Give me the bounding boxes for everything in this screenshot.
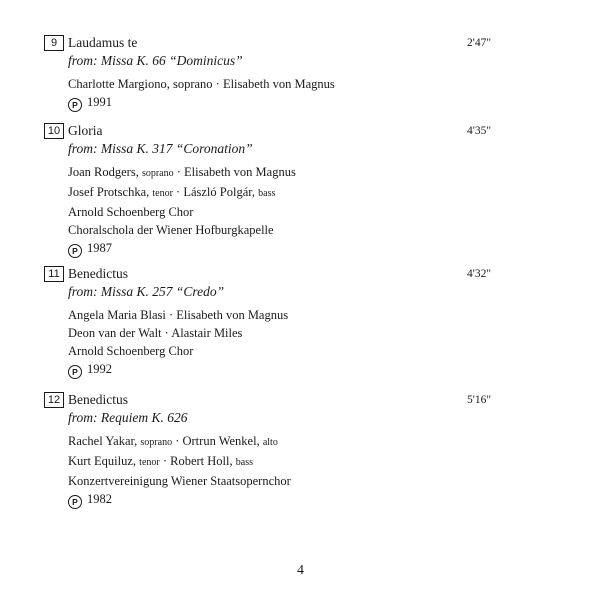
recording-year: 1987	[87, 241, 112, 255]
performer-line	[68, 472, 291, 490]
performer-text: Deon van der Walt · Alastair Miles	[68, 326, 243, 340]
voice-type-label: soprano	[140, 437, 173, 448]
performer-line	[68, 203, 296, 221]
performer-line	[68, 75, 335, 93]
performer-list	[68, 163, 296, 258]
phonogram-copyright-line	[68, 360, 288, 379]
track-source-work: from: Requiem K. 626	[68, 410, 188, 425]
phonogram-copyright-line	[68, 490, 291, 509]
performer-line	[68, 183, 296, 203]
track-title: Gloria	[68, 123, 103, 138]
phonogram-copyright-line	[68, 93, 335, 112]
recording-year: 1991	[87, 95, 112, 109]
recording-year: 1992	[87, 362, 112, 376]
track-title: Benedictus	[68, 392, 128, 407]
track-duration: 2'47"	[467, 37, 492, 49]
track-duration: 4'35"	[467, 125, 492, 137]
voice-type-label: bass	[235, 457, 253, 468]
phonogram-copyright-icon: P	[68, 98, 82, 112]
performer-text: Arnold Schoenberg Chor	[68, 205, 194, 219]
performer-list	[68, 75, 335, 112]
track-number: 11	[44, 266, 64, 282]
phonogram-copyright-line	[68, 239, 296, 258]
performer-text: Choralschola der Wiener Hofburgkapelle	[68, 223, 274, 237]
voice-type-label: bass	[258, 188, 276, 199]
performer-text: · Ortrun Wenkel,	[172, 434, 263, 448]
performer-line	[68, 306, 288, 324]
performer-line	[68, 221, 296, 239]
phonogram-copyright-icon: P	[68, 244, 82, 258]
performer-line	[68, 452, 291, 472]
voice-type-label: alto	[262, 437, 278, 448]
phonogram-copyright-icon: P	[68, 365, 82, 379]
track-title: Laudamus te	[68, 35, 138, 50]
performer-text: Arnold Schoenberg Chor	[68, 344, 194, 358]
performer-text: Josef Protschka,	[68, 185, 153, 199]
track-source-work: from: Missa K. 257 “Credo”	[68, 284, 225, 299]
performer-text: Konzertvereinigung Wiener Staatsopernchor	[68, 474, 291, 488]
track-number: 10	[44, 123, 64, 139]
performer-list	[68, 306, 288, 379]
track-duration: 5'16"	[467, 394, 492, 406]
voice-type-label: soprano	[141, 168, 174, 179]
performer-line	[68, 342, 288, 360]
voice-type-label: tenor	[152, 188, 173, 199]
track-source-work: from: Missa K. 66 “Dominicus”	[68, 53, 243, 68]
performer-line	[68, 163, 296, 183]
track-duration: 4'32"	[467, 268, 492, 280]
performer-text: Rachel Yakar,	[68, 434, 141, 448]
performer-text: Joan Rodgers,	[68, 165, 142, 179]
performer-list	[68, 432, 291, 509]
performer-text: · Robert Holl,	[159, 454, 236, 468]
performer-text: · Elisabeth von Magnus	[173, 165, 296, 179]
performer-text: Angela Maria Blasi · Elisabeth von Magnus	[68, 308, 289, 322]
recording-year: 1982	[87, 492, 112, 506]
performer-line	[68, 324, 288, 342]
page-number: 4	[297, 563, 304, 578]
track-title: Benedictus	[68, 266, 128, 281]
performer-text: · László Polgár,	[172, 185, 259, 199]
performer-line	[68, 432, 291, 452]
phonogram-copyright-icon: P	[68, 495, 82, 509]
performer-text: Kurt Equiluz,	[68, 454, 140, 468]
track-number: 9	[44, 35, 64, 51]
voice-type-label: tenor	[139, 457, 160, 468]
performer-text: Charlotte Margiono, soprano · Elisabeth von Magnus	[68, 77, 335, 91]
track-number: 12	[44, 392, 64, 408]
track-source-work: from: Missa K. 317 “Coronation”	[68, 141, 253, 156]
